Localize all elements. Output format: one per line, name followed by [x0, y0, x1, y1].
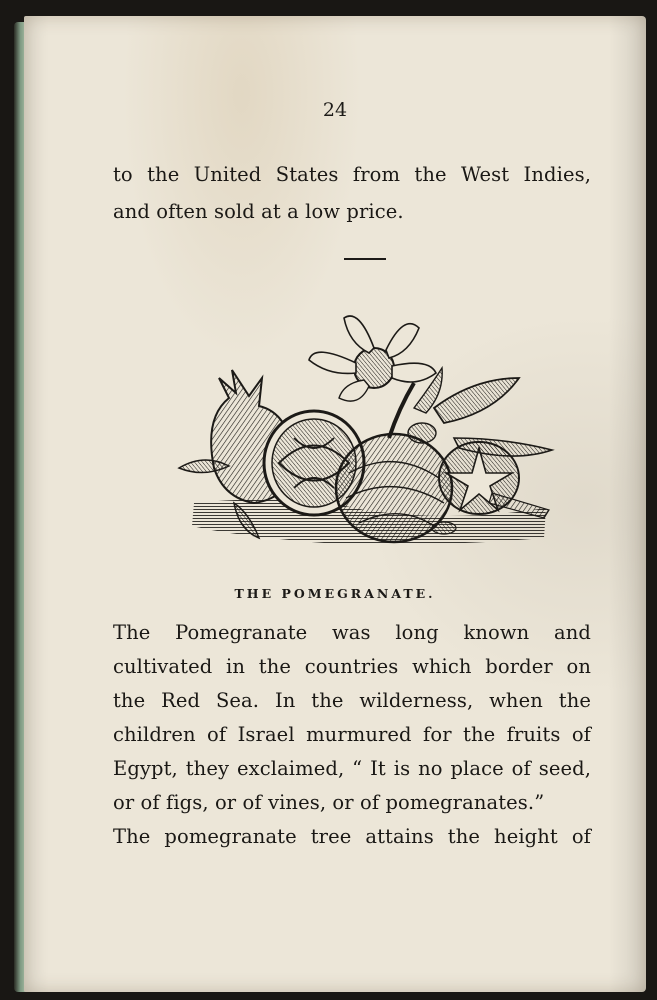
- text-line: children of Israel murmured for the fruits of: [113, 723, 591, 746]
- text-line: or of figs, or of vines, or of pomegranates.”: [113, 791, 545, 814]
- text-line: The pomegranate tree attains the height of: [113, 825, 591, 848]
- pomegranate-engraving-icon: [174, 298, 556, 556]
- text-line: the Red Sea. In the wilderness, when the: [113, 689, 591, 712]
- text-line: to the United States from the West Indies,: [113, 163, 591, 186]
- section-divider: [344, 258, 386, 260]
- text-line: and often sold at a low price.: [113, 200, 404, 223]
- text-line: cultivated in the countries which border on: [113, 655, 591, 678]
- text-line: The Pomegranate was long known and: [113, 621, 591, 644]
- page-number: 24: [322, 99, 348, 121]
- book-page: [24, 16, 646, 992]
- illustration-caption: THE POMEGRANATE.: [234, 586, 436, 601]
- text-line: Egypt, they exclaimed, “ It is no place of seed,: [113, 757, 591, 780]
